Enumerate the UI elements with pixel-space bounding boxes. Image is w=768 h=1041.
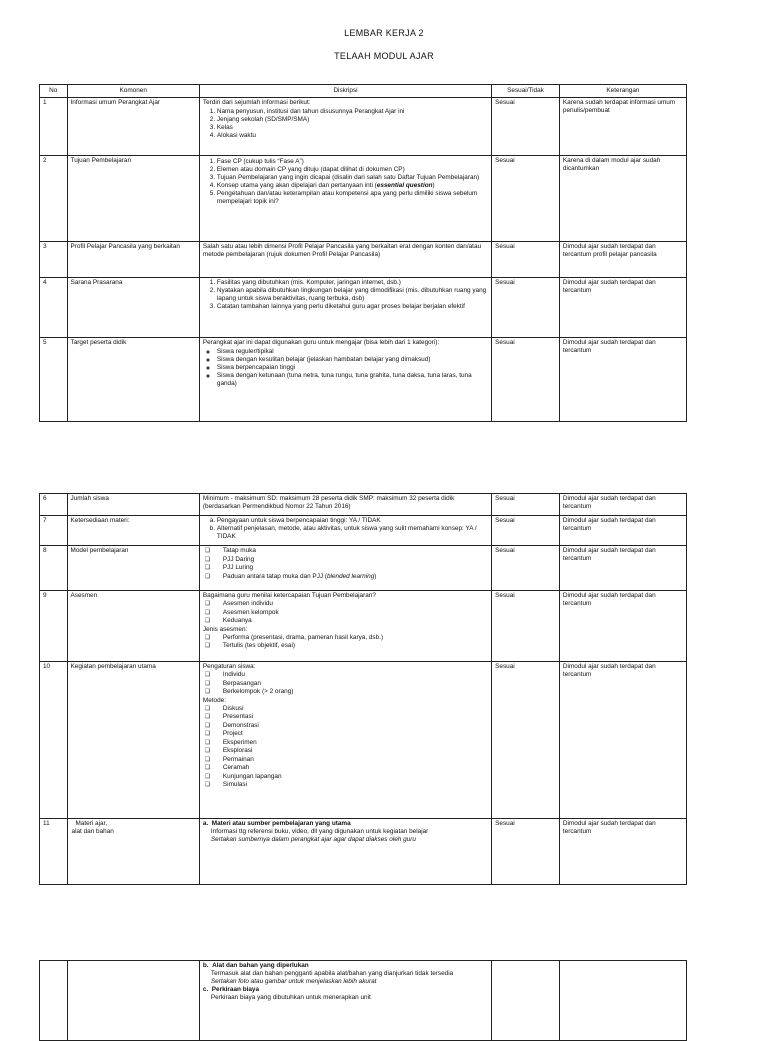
row-komponen (67, 961, 199, 1041)
row-keterangan: Karena di dalam modul ajar sudah dicantumkan (559, 156, 686, 242)
header-sesuai: Sesuai/Tidak (492, 85, 560, 98)
checklist-item: ❏ Individu (205, 671, 488, 680)
list-item: 2. Nyatakan apabila dibutuhkan lingkungan belajar yang dimodifikasi (mis. dibutuhkan ruang yang lapang untuk siswa beraktivitas, ruang terbuka, dsb) (217, 287, 488, 303)
table-row (40, 156, 687, 242)
list-item: 3. Kelas (217, 124, 488, 132)
row-deskripsi (199, 819, 491, 885)
row-keterangan: Dimodul ajar sudah terdapat dan tercantum (559, 338, 686, 422)
list-item: ◦ Siswa berpencapaian tinggi (217, 364, 488, 372)
list-item: 1. Fasilitas yang dibutuhkan (mis. Komputer, jaringan internet, dsb.) (217, 279, 488, 287)
row-no: 6 (40, 494, 68, 516)
row-no: 10 (40, 662, 68, 819)
row-no: 5 (40, 338, 68, 422)
row-deskripsi (199, 662, 491, 819)
header-deskripsi: Diskripsi (199, 85, 491, 98)
section-a-title: a. Materi atau sumber pembelajaran yang utama (202, 820, 351, 827)
list-item: 1. Fase CP (cukup tulis “Fase A”) (217, 158, 488, 166)
desc-intro: Jenis asesmen: (202, 625, 248, 633)
row-keterangan: Karena sudah terdapat informasi umum penulis/pembuat (559, 98, 686, 156)
row-komponen: Sarana Prasarana (67, 278, 199, 338)
checklist-item: ❏ Eksperimen (205, 739, 488, 748)
row-no: 3 (40, 242, 68, 278)
checklist-item: ❏ PJJ Daring (205, 556, 488, 565)
row-sesuai: Sesuai (492, 516, 560, 546)
checklist-item: ❏ Demonstrasi (205, 722, 488, 731)
row-keterangan: Dimodul ajar sudah terdapat dan tercantum (559, 546, 686, 591)
row-no: 8 (40, 546, 68, 591)
row-sesuai: Sesuai (492, 156, 560, 242)
desc-intro: Perangkat ajar ini dapat digunakan guru untuk mengajar (bisa lebih dari 1 kategori): (202, 339, 440, 346)
section-a-note: Sertakan sumbernya dalam perangkat ajar agar dapat diakses oleh guru (210, 836, 416, 843)
list-item-text: ) (432, 182, 435, 189)
section-b-text: Termasuk alat dan bahan pengganti apabila alat/bahan yang dianjurkan tidak tersedia (210, 970, 454, 977)
checklist-item: ❏ Keduanya (205, 617, 488, 626)
table-row (40, 662, 687, 819)
row-keterangan: Dimodul ajar sudah terdapat dan tercantum (559, 516, 686, 546)
header-komponen: Komonen (67, 85, 199, 98)
section-b-title: b. Alat dan bahan yang diperlukan (202, 962, 309, 969)
desc-checklist (203, 705, 488, 790)
row-komponen: Informasi umum Perangkat Ajar (67, 98, 199, 156)
komponen-line: alat dan bahan (71, 828, 114, 835)
header-row (40, 85, 687, 98)
row-keterangan: Dimodul ajar sudah terdapat dan tercantum profil pelajar pancasila (559, 242, 686, 278)
section-a-text: Informasi ttg referensi buku, video, dll yang digunakan untuk kegiatan belajar (210, 828, 429, 835)
row-deskripsi (199, 278, 491, 338)
desc-checklist (203, 547, 488, 581)
list-item: 5. Pengetahuan dan/atau keterampilan atau kompetensi apa yang perlu dimiliki siswa sebelum mempelajari topik ini? (217, 190, 488, 206)
worksheet-subtitle: TELAAH MODUL AJAR (334, 51, 434, 61)
row-keterangan: Dimodul ajar sudah terdapat dan tercantum (559, 494, 686, 516)
checklist-item: ❏ Diskusi (205, 705, 488, 714)
row-komponen: Model pembelajaran (67, 546, 199, 591)
row-keterangan: Dimodul ajar sudah terdapat dan tercantum (559, 591, 686, 662)
header-keterangan: Keterangan (559, 85, 686, 98)
desc-checklist (203, 600, 488, 626)
table-row (40, 516, 687, 546)
row-keterangan (559, 961, 686, 1041)
checklist-item: ❏ Performa (presentasi, drama, pameran hasil karya, dsb.) (205, 634, 488, 643)
list-item: 1. Nama penyusun, institusi dan tahun disusunnya Perangkat Ajar ini (217, 108, 488, 116)
row-keterangan: Dimodul ajar sudah terdapat dan tercantum (559, 819, 686, 885)
row-sesuai: Sesuai (492, 494, 560, 516)
row-no: 7 (40, 516, 68, 546)
section-c-text: Perkiraan biaya yang dibutuhkan untuk menerapkan unit (210, 994, 371, 1001)
row-deskripsi (199, 98, 491, 156)
row-deskripsi (199, 961, 491, 1041)
table-row (40, 338, 687, 422)
table-row (40, 494, 687, 516)
section-b-title-text: Alat dan bahan yang diperlukan (212, 962, 309, 969)
row-deskripsi (199, 516, 491, 546)
list-item-emphasis: blended learning (326, 572, 375, 580)
row-deskripsi (199, 156, 491, 242)
checklist-item: ❏ Asesmen kelompok (205, 609, 488, 618)
checklist-item: ❏ Asesmen individu (205, 600, 488, 609)
row-komponen: Tujuan Pembelajaran (67, 156, 199, 242)
checklist-item: ❏ Berkelompok (> 2 orang) (205, 688, 488, 697)
list-item-emphasis: essential question (376, 182, 433, 189)
list-item-text: ) (374, 572, 377, 580)
checklist-item: ❏ Tertulis (tes objektif, esai) (205, 642, 488, 651)
desc-intro: Bagaimana guru menilai ketercapaian Tujuan Pembelajaran? (202, 592, 376, 599)
table-row (40, 961, 687, 1041)
table-row (40, 242, 687, 278)
row-sesuai (492, 961, 560, 1041)
desc-list (203, 158, 488, 206)
section-b-note: Sertakan foto atau gambar untuk menjelaskan lebih akurat (210, 978, 377, 985)
row-no: 11 (40, 819, 68, 885)
row-keterangan: Dimodul ajar sudah terdapat dan tercantum (559, 278, 686, 338)
list-item: 3. Tujuan Pembelajaran yang ingin dicapai (disalin dari salah satu Daftar Tujuan Pembelajaran) (217, 174, 488, 182)
row-deskripsi (199, 591, 491, 662)
row-sesuai: Sesuai (492, 98, 560, 156)
row-no: 4 (40, 278, 68, 338)
checklist-item: ❏ Tatap muka (205, 547, 488, 556)
row-komponen: Asesmen (67, 591, 199, 662)
list-item: b. Alternatif penjelasan, metode, atau aktivitas, untuk siswa yang sulit memahami konsep: YA / TIDAK (217, 525, 488, 541)
desc-checklist (203, 671, 488, 697)
review-table-page-1 (39, 84, 687, 422)
checklist-item: ❏ Project (205, 730, 488, 739)
row-no: 1 (40, 98, 68, 156)
row-komponen: Ketersediaan materi: (67, 516, 199, 546)
row-no: 9 (40, 591, 68, 662)
row-sesuai: Sesuai (492, 591, 560, 662)
checklist-item: ❏ Presentasi (205, 713, 488, 722)
list-item: 2. Jenjang sekolah (SD/SMP/SMA) (217, 116, 488, 124)
table-row (40, 278, 687, 338)
row-sesuai: Sesuai (492, 242, 560, 278)
desc-checklist (203, 634, 488, 651)
list-item: 2. Elemen atau domain CP yang dituju (dapat dilihat di dokumen CP) (217, 166, 488, 174)
list-item: 3. Catatan tambahan lainnya yang perlu diketahui guru agar proses belajar berjalan efektif (217, 303, 488, 311)
row-sesuai: Sesuai (492, 546, 560, 591)
row-sesuai: Sesuai (492, 338, 560, 422)
row-komponen (67, 819, 199, 885)
list-item: a. Pengayaan untuk siswa berpencapaian tinggi: YA / TIDAK (217, 517, 488, 525)
checklist-item: ❏ Eksplorasi (205, 747, 488, 756)
row-deskripsi: Minimum - maksimum SD: maksimum 28 peserta didik SMP: maksimum 32 peserta didik (berdasarkan Permendikbud Nomor 22 Tahun 2016) (199, 494, 491, 516)
desc-list (203, 279, 488, 311)
checklist-item: ❏ PJJ Luring (205, 564, 488, 573)
row-komponen: Profil Pelajar Pancasila yang berkaitan (67, 242, 199, 278)
row-no: 2 (40, 156, 68, 242)
checklist-item: ❏ Berpasangan (205, 680, 488, 689)
checklist-item: ❏ Permainan (205, 756, 488, 765)
row-deskripsi (199, 546, 491, 591)
desc-list (203, 348, 488, 388)
list-item (217, 182, 488, 190)
checklist-item: ❏ Kunjungan lapangan (205, 773, 488, 782)
row-komponen: Target peserta didik (67, 338, 199, 422)
row-sesuai: Sesuai (492, 819, 560, 885)
review-table-page-3 (39, 960, 687, 1041)
row-deskripsi (199, 338, 491, 422)
checklist-item: ❏ Simulasi (205, 781, 488, 790)
desc-list (203, 108, 488, 140)
section-c-title-text: Perkiraan biaya (211, 986, 260, 993)
desc-list (203, 517, 488, 541)
list-item: ◦ Siswa dengan kesulitan belajar (jelaskan hambatan belajar yang dimaksud) (217, 356, 488, 364)
row-sesuai: Sesuai (492, 662, 560, 819)
checklist-item (205, 573, 488, 582)
list-item-text: Konsep utama yang akan dipelajari dan pertanyaan inti ( (216, 182, 377, 189)
checklist-item: ❏ Ceramah (205, 764, 488, 773)
desc-intro: Metode: (202, 696, 226, 704)
desc-intro: Pengaturan siswa: (202, 663, 256, 670)
row-deskripsi: Salah satu atau lebih dimensi Profil Pelajar Pancasila yang berkaitan erat dengan konten dan/atau metode pembelajaran (rujuk dokumen Profil Pelajar Pancasila) (199, 242, 491, 278)
list-item: ◦ Siswa dengan ketunaan (tuna netra, tuna rungu, tuna grahita, tuna daksa, tuna laras, tuna ganda) (217, 372, 488, 388)
row-keterangan: Dimodul ajar sudah terdapat dan tercantum (559, 662, 686, 819)
table-row (40, 546, 687, 591)
row-no (40, 961, 68, 1041)
row-komponen: Kegiatan pembelajaran utama (67, 662, 199, 819)
review-table-page-2 (39, 493, 687, 885)
table-row (40, 591, 687, 662)
desc-intro: Terdiri dari sejumlah informasi berikut: (202, 99, 311, 106)
table-row (40, 98, 687, 156)
komponen-line: Materi ajar, (75, 820, 108, 827)
list-item: ◦ Siswa reguler/tipikal (217, 348, 488, 356)
section-a-title-text: Materi atau sumber pembelajaran yang utama (211, 820, 351, 827)
section-c-title: c. Perkiraan biaya (202, 986, 260, 993)
list-item: 4. Alokasi waktu (217, 132, 488, 140)
table-row (40, 819, 687, 885)
header-no: No (40, 85, 68, 98)
list-item-text: Paduan antara tatap muka dan PJJ ( (222, 572, 327, 580)
worksheet-title: LEMBAR KERJA 2 (344, 28, 424, 38)
row-sesuai: Sesuai (492, 278, 560, 338)
row-komponen: Jumlah siswa (67, 494, 199, 516)
